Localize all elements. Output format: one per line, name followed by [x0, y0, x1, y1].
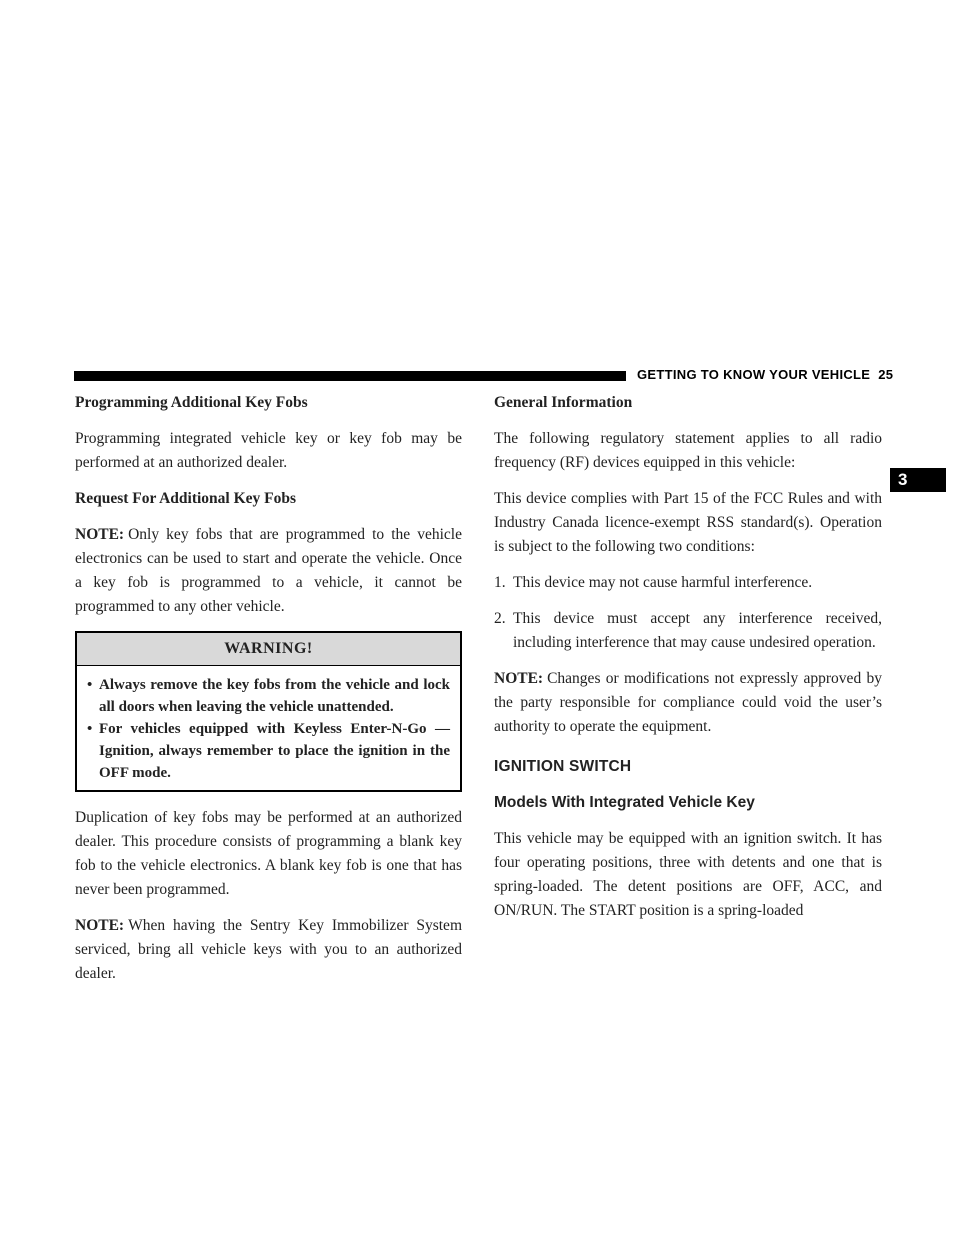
list-number: 1.: [494, 574, 506, 591]
heading-general-information: General Information: [494, 394, 633, 411]
note-paragraph: [75, 914, 462, 986]
warning-box: [75, 631, 462, 792]
list-number: 2.: [494, 610, 506, 627]
heading-request-key-fobs: Request For Additional Key Fobs: [75, 490, 297, 507]
conditions-list: [494, 571, 882, 655]
warning-title: WARNING!: [77, 633, 460, 666]
warning-list: [77, 666, 460, 790]
note-text: When having the Sentry Key Immobilizer System serviced, bring all vehicle keys with you to an authorized dealer.: [75, 917, 462, 982]
page-number: 25: [878, 367, 894, 382]
right-column: [494, 391, 882, 935]
paragraph: This vehicle may be equipped with an ignition switch. It has four operating positions, three with detents and one that is spring-loaded. The detent positions are OFF, ACC, and ON/RUN. The START position is a spring-loaded: [494, 830, 882, 919]
subheading-integrated-key: Models With Integrated Vehicle Key: [494, 794, 755, 811]
chapter-tab: 3: [890, 468, 946, 492]
left-column: [75, 391, 462, 998]
paragraph: The following regulatory statement applies to all radio frequency (RF) devices equipped in this vehicle:: [494, 430, 882, 471]
header-rule: [74, 371, 626, 381]
note-text: Changes or modifications not expressly approved by the party responsible for compliance could void the user’s authority to operate the equipment.: [494, 670, 882, 735]
note-label: NOTE:: [75, 917, 125, 934]
section-heading-ignition-switch: IGNITION SWITCH: [494, 758, 632, 775]
warning-item: • Always remove the key fobs from the vehicle and lock all doors when leaving the vehicle unattended.: [87, 674, 450, 718]
paragraph: This device complies with Part 15 of the FCC Rules and with Industry Canada licence-exempt RSS standard(s). Operation is subject to the following two conditions:: [494, 490, 882, 555]
warning-item: • For vehicles equipped with Keyless Enter-N-Go — Ignition, always remember to place the ignition in the OFF mode.: [87, 718, 450, 784]
heading-programming-key-fobs: Programming Additional Key Fobs: [75, 394, 308, 411]
note-label: NOTE:: [494, 670, 544, 687]
paragraph: Programming integrated vehicle key or key fob may be performed at an authorized dealer.: [75, 430, 462, 471]
list-text: This device may not cause harmful interference.: [513, 574, 813, 591]
list-item: [494, 571, 882, 595]
running-header: [637, 367, 893, 382]
list-item: [494, 607, 882, 655]
note-label: NOTE:: [75, 526, 125, 543]
note-paragraph: [494, 667, 882, 739]
list-text: This device must accept any interference received, including interference that may cause undesired operation.: [513, 610, 882, 651]
note-paragraph: [75, 523, 462, 619]
paragraph: Duplication of key fobs may be performed at an authorized dealer. This procedure consists of programming a blank key fob to the vehicle electronics. A blank key fob is one that has never been programmed.: [75, 809, 462, 898]
note-text: Only key fobs that are programmed to the vehicle electronics can be used to start and operate the vehicle. Once a key fob is programmed to a vehicle, it cannot be programmed to any other vehicle.: [75, 526, 462, 615]
header-title: GETTING TO KNOW YOUR VEHICLE: [637, 367, 871, 382]
